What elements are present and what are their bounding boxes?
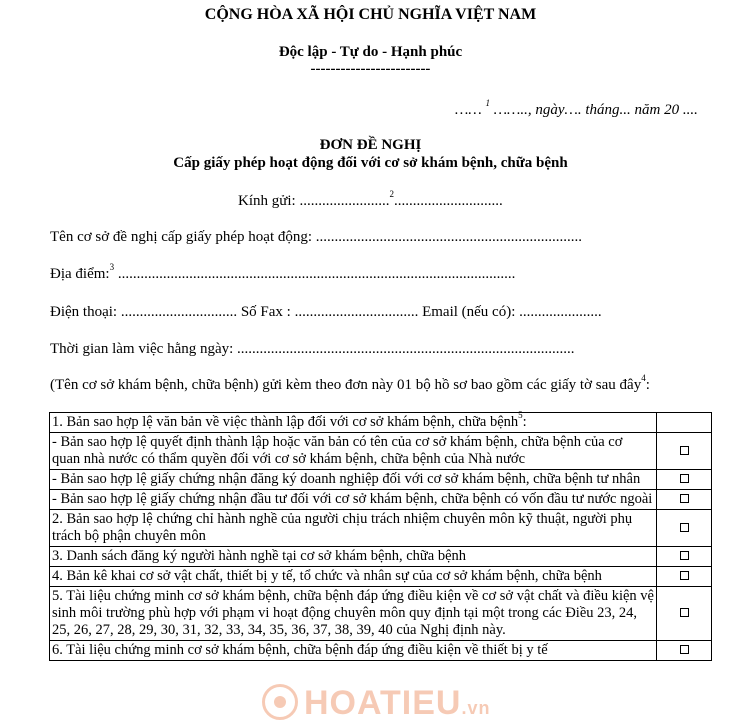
document-item <box>50 567 657 587</box>
working-hours-field: Thời gian làm việc hằng ngày: .......................................................................................... <box>50 341 575 357</box>
checkbox-cell <box>657 510 712 547</box>
intro-tail: : <box>645 377 650 393</box>
table-row <box>50 433 712 470</box>
watermark-suffix: .vn <box>461 698 491 718</box>
form-title: ĐƠN ĐỀ NGHỊ <box>319 137 422 153</box>
checkbox-cell <box>657 547 712 567</box>
checkbox[interactable] <box>680 523 689 532</box>
table-row <box>50 490 712 510</box>
motto: Độc lập - Tự do - Hạnh phúc <box>278 44 463 60</box>
document-item-text: - Bản sao hợp lệ giấy chứng nhận đầu tư đối với cơ sở khám bệnh, chữa bệnh có vốn đầu tư nước ngoài <box>52 491 653 507</box>
document-item-text: 1. Bản sao hợp lệ văn bản về việc thành lập đối với cơ sở khám bệnh, chữa bệnh <box>52 414 519 430</box>
document-item <box>50 433 657 470</box>
footnote-5: 5 <box>518 410 523 421</box>
date-prefix: …… <box>455 102 486 118</box>
recipient-label: Kính gửi: ........................ <box>238 193 390 209</box>
checkbox-cell <box>657 587 712 641</box>
intro-text: (Tên cơ sở khám bệnh, chữa bệnh) gửi kèm theo đơn này 01 bộ hồ sơ bao gồm các giấy tờ sau đây <box>50 377 642 393</box>
document-item-text: 3. Danh sách đăng ký người hành nghề tại cơ sở khám bệnh, chữa bệnh <box>52 548 467 564</box>
document-item-text: 4. Bản kê khai cơ sở vật chất, thiết bị y tế, tổ chức và nhân sự của cơ sở khám bệnh, chữa bệnh <box>52 568 602 584</box>
table-row <box>50 587 712 641</box>
table-row <box>50 470 712 490</box>
footnote-3: 3 <box>109 262 115 272</box>
footnote-1: 1 <box>485 98 490 108</box>
footnote-4: 4 <box>641 373 646 383</box>
checkbox-cell <box>657 641 712 661</box>
document-item-text: 5. Tài liệu chứng minh cơ sở khám bệnh, chữa bệnh đáp ứng điều kiện về cơ sở vật chất và điều kiện vệ sinh môi trường phù hợp với phạm vi hoạt động chuyên môn quy định tại một trong các Điều 23, 24, 25, 26, 27, 28, 29, 30, 31, 32, 33, 34, 35, 36, 37, 38, 39, 40 của Nghị định này. <box>52 588 654 638</box>
date-line <box>455 98 698 119</box>
document-item-text: - Bản sao hợp lệ quyết định thành lập hoặc văn bản có tên của cơ sở khám bệnh, chữa bệnh của cơ quan nhà nước có thẩm quyền đối với cơ sở khám bệnh, chữa bệnh của Nhà nước <box>52 434 623 467</box>
document-item <box>50 510 657 547</box>
table-row <box>50 567 712 587</box>
checkbox-cell <box>657 433 712 470</box>
table-row <box>50 413 712 433</box>
motto-rule: ------------------------ <box>310 61 431 77</box>
document-checklist-table <box>49 412 712 661</box>
document-item <box>50 641 657 661</box>
checkbox-cell <box>657 490 712 510</box>
checkbox[interactable] <box>680 446 689 455</box>
checkbox[interactable] <box>680 571 689 580</box>
document-item <box>50 587 657 641</box>
checkbox-cell <box>657 567 712 587</box>
hoatieu-watermark <box>262 684 522 724</box>
table-row <box>50 641 712 661</box>
table-row <box>50 547 712 567</box>
recipient-line <box>238 189 503 210</box>
checkbox[interactable] <box>680 645 689 654</box>
document-item <box>50 470 657 490</box>
watermark-text <box>304 684 491 723</box>
document-item <box>50 490 657 510</box>
document-item <box>50 410 657 433</box>
footnote-2: 2 <box>389 189 394 199</box>
recipient-tail: ............................. <box>393 193 503 209</box>
address-field <box>50 262 516 283</box>
address-label: Địa điểm: <box>50 266 110 282</box>
checkbox-cell <box>657 413 712 433</box>
national-title: CỘNG HÒA XÃ HỘI CHỦ NGHĨA VIỆT NAM <box>204 6 537 23</box>
hoatieu-logo-icon <box>262 684 298 720</box>
date-suffix: …….., ngày…. tháng... năm 20 .... <box>489 102 698 118</box>
checkbox-cell <box>657 470 712 490</box>
checkbox[interactable] <box>680 551 689 560</box>
attachment-intro <box>50 373 650 394</box>
checkbox[interactable] <box>680 494 689 503</box>
phone-fax-email-field: Điện thoại: ............................... Số Fax : ................................. Email (nếu có): ...................... <box>50 304 602 320</box>
document-item-text: - Bản sao hợp lệ giấy chứng nhận đăng ký doanh nghiệp đối với cơ sở khám bệnh, chữa bệnh tư nhân <box>52 471 641 487</box>
document-item-text: 2. Bản sao hợp lệ chứng chỉ hành nghề của người chịu trách nhiệm chuyên môn kỹ thuật, người phụ trách bộ phận chuyên môn <box>52 511 633 544</box>
document-item-text: 6. Tài liệu chứng minh cơ sở khám bệnh, chữa bệnh đáp ứng điều kiện về thiết bị y tế <box>52 642 548 658</box>
watermark-main: HOATIEU <box>304 684 462 722</box>
checkbox[interactable] <box>680 608 689 617</box>
address-dots: .......................................................................................................... <box>114 266 516 282</box>
facility-name-field: Tên cơ sở đề nghị cấp giấy phép hoạt động: ....................................................................... <box>50 229 583 245</box>
form-subtitle: Cấp giấy phép hoạt động đối với cơ sở khám bệnh, chữa bệnh <box>173 155 568 171</box>
document-item <box>50 547 657 567</box>
document-item-tail: : <box>522 414 527 430</box>
table-row <box>50 510 712 547</box>
checkbox[interactable] <box>680 474 689 483</box>
